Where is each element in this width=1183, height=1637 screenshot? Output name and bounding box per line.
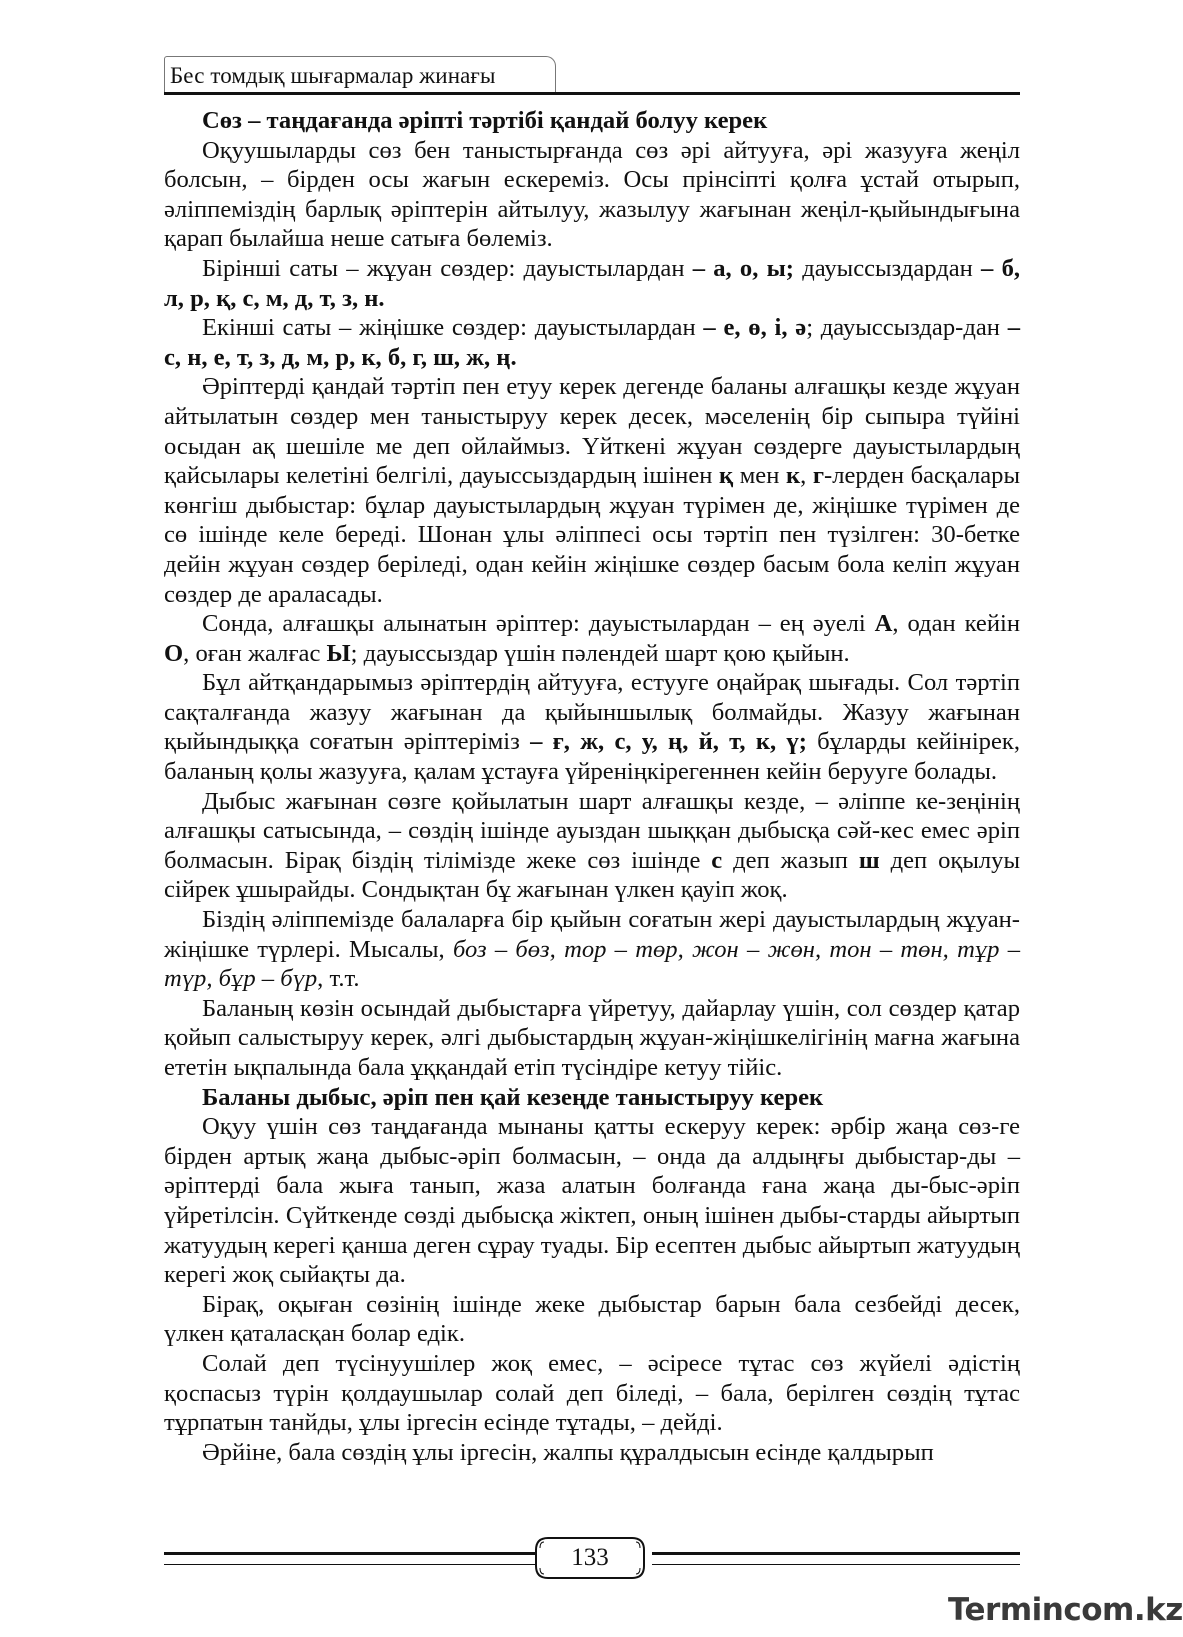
bold-letter: ш [858, 846, 880, 874]
text-run: Дыбыс жағынан сөзге қойылатын шарт алғашқы кезде, – әліппе ке-зеңінің алғашқы сатысында, – сөздің ішінде ауыздан шыққан дыбысқа сәй-кес емес әріп болмасын. Бірақ біздің тілімізде жеке сөз ішінде [164, 787, 1020, 874]
running-header [164, 56, 1020, 96]
paragraph [164, 668, 1020, 786]
bold-letter: қ [719, 462, 734, 490]
section-heading: Сөз – таңдағанда әріпті тәртібі қандай болуу керек [202, 107, 768, 134]
text-run: Бірінші саты – жұуан сөздер: дауыстылардан [202, 254, 693, 282]
page-number: 133 [571, 1544, 609, 1571]
text-run: деп жазып [722, 846, 859, 874]
bold-letters: – с, н, е, т, з, д, м, р, к, б, г, ш, ж, ң. [164, 314, 1020, 371]
paragraph [164, 254, 1020, 313]
paragraph [164, 905, 1020, 994]
paragraph: Оқуушыларды сөз бен таныстырғанда сөз әрі айтууға, әрі жазууға жеңіл болсын, – бірден осы жағын ескереміз. Осы прінсіпті қолға ұстай отырып, әліппеміздің барлық әріптерін айтылуу, жазылуу жағынан жеңіл-қыйындығына қарап былайша неше сатыға бөлеміз. [164, 136, 1020, 253]
bold-letters: – а, о, ы; [692, 254, 794, 282]
paragraph: Бірақ, оқыған сөзінің ішінде жеке дыбыстар барын бала сезбейді десек, үлкен қаталасқан болар едік. [164, 1290, 1020, 1348]
bold-letter: О [164, 639, 184, 667]
text-run: Әріптерді қандай тәртіп пен етуу керек дегенде баланы алғашқы кезде жұуан айтылатын сөздер мен таныстыруу керек десек, мәселенің бір сыпыра түйіні осыдан ақ шешіле ме деп ойлаймыз. Үйткені жұуан сөздерге дауыстылардың қайсылары келетіні белгілі, дауыссыздардың ішінен [164, 373, 1020, 490]
page-body [164, 106, 1020, 1467]
paragraph: Баланың көзін осындай дыбыстарға үйретуу, дайарлау үшін, сол сөздер қатар қойып салыстыруу керек, әлгі дыбыстардың жұуан-жіңішкелігінің мағна жағына ететін ықпалында бала ұққандай етіп түсіндіре кетуу тійіс. [164, 994, 1020, 1081]
bold-letter: к [785, 462, 801, 490]
bold-letters: – ғ, ж, с, у, ң, й, т, к, ү; [530, 728, 807, 756]
text-run: бұларды кейінірек, баланың қолы жазууға, қалам ұстауға үйреніңкірегеннен кейін берууге болады. [164, 728, 1020, 786]
paragraph [164, 313, 1020, 372]
bold-letter: Ы [326, 639, 351, 667]
text-run: ; дауыссыздар-дан [806, 314, 1008, 342]
bold-letter: г [812, 462, 825, 490]
text-run: Бұл айтқандарымыз әріптердің айтууға, естууге оңайрақ шығады. Сол тәртіп сақталғанда жазуу жағынан да қыйыншылық болмайды. Жазуу жағынан қыйындыққа соғатын әріптеріміз [164, 669, 1020, 756]
page-number-frame [534, 1536, 646, 1580]
paragraph: Әрйіне, бала сөздің ұлы іргесін, жалпы құралдысын есінде қалдырып [202, 1438, 934, 1466]
bold-letter: А [874, 610, 893, 638]
footer-rule-left [164, 1552, 540, 1565]
text-run: дауыссыздардан [793, 254, 982, 282]
watermark-logo: Termincоm.kz [948, 1592, 1183, 1628]
text-run: ; дауыссыздар үшін пәлендей шарт қою қыйын. [350, 639, 850, 667]
text-run: -лерден басқалары көнгіш дыбыстар: бұлар дауыстылардың жұуан түрімен де, жіңішке түрімен де сө ішінде келе береді. Шонан ұлы әліппесі осы тәртіп пен түзілген: 30-бетке дейін жұуан сөздер беріледі, одан кейін жіңішке сөздер басым бола келіп жұуан сөздер де араласады. [164, 462, 1021, 608]
paragraph [164, 609, 1020, 668]
text-run: деп оқылуы сійрек ұшырайды. Сондықтан бұ жағынан үлкен қауіп жоқ. [164, 846, 1020, 904]
site-watermark [944, 1592, 1183, 1632]
paragraph [164, 372, 1020, 609]
page-footer [164, 1536, 1020, 1586]
text-run: , т.т. [317, 965, 360, 993]
section-heading: Баланы дыбыс, әріп пен қай кезеңде таныстыруу керек [202, 1083, 824, 1111]
header-rule [164, 92, 1020, 95]
paragraph: Оқуу үшін сөз таңдағанда мынаны қатты ескеруу керек: әрбір жаңа сөз-ге бірден артық жаңа дыбыс-әріп болмасын, – онда да алдыңғы дыбыстар-ды –әріптерді бала жыға танып, жаза алатын болғанда ғана жаңа ды-быс-әріп үйретілсін. Сүйткенде сөзді дыбысқа жіктеп, оның ішінен дыбы-старды айыртып жатуудың керегі қанша деген сұрау туады. Бір есептен дыбыс айыртып жатуудың керегі жоқ сыйақты да. [164, 1113, 1020, 1289]
bold-letters: – б, л, р, қ, с, м, д, т, з, н. [164, 254, 1021, 312]
paragraph [164, 787, 1020, 905]
text-run: , оған жалғас [183, 639, 327, 667]
text-run: мен [733, 462, 786, 490]
text-run: , [800, 462, 813, 490]
book-title: Бес томдық шығармалар жинағы [170, 63, 496, 88]
bold-letters: – е, ө, і, ә [703, 314, 807, 342]
paragraph: Солай деп түсінуушілер жоқ емес, – әсіресе тұтас сөз жүйелі әдістің қоспасыз түрін қолдаушылар солай деп біледі, – бала, берілген сөздің тұтас тұрпатын танйды, ұлы іргесін есінде тұтады, – дейді. [164, 1349, 1020, 1437]
text-run: Екінші саты – жіңішке сөздер: дауыстылардан [202, 314, 704, 342]
text-run: Сонда, алғашқы алынатын әріптер: дауыстылардан – ең әуелі [202, 610, 875, 638]
italic-examples: боз – бөз, тор – төр, жон – жөн, тон – төн, тұр – түр, бұр – бүр [164, 935, 1021, 993]
bold-letter: с [711, 846, 723, 874]
text-run: , одан кейін [892, 610, 1020, 638]
text-run: Біздің әліппемізде балаларға бір қыйын соғатын жері дауыстылардың жұуан-жіңішке түрлері. Мысалы, [164, 906, 1020, 963]
footer-rule-right [652, 1552, 1020, 1565]
